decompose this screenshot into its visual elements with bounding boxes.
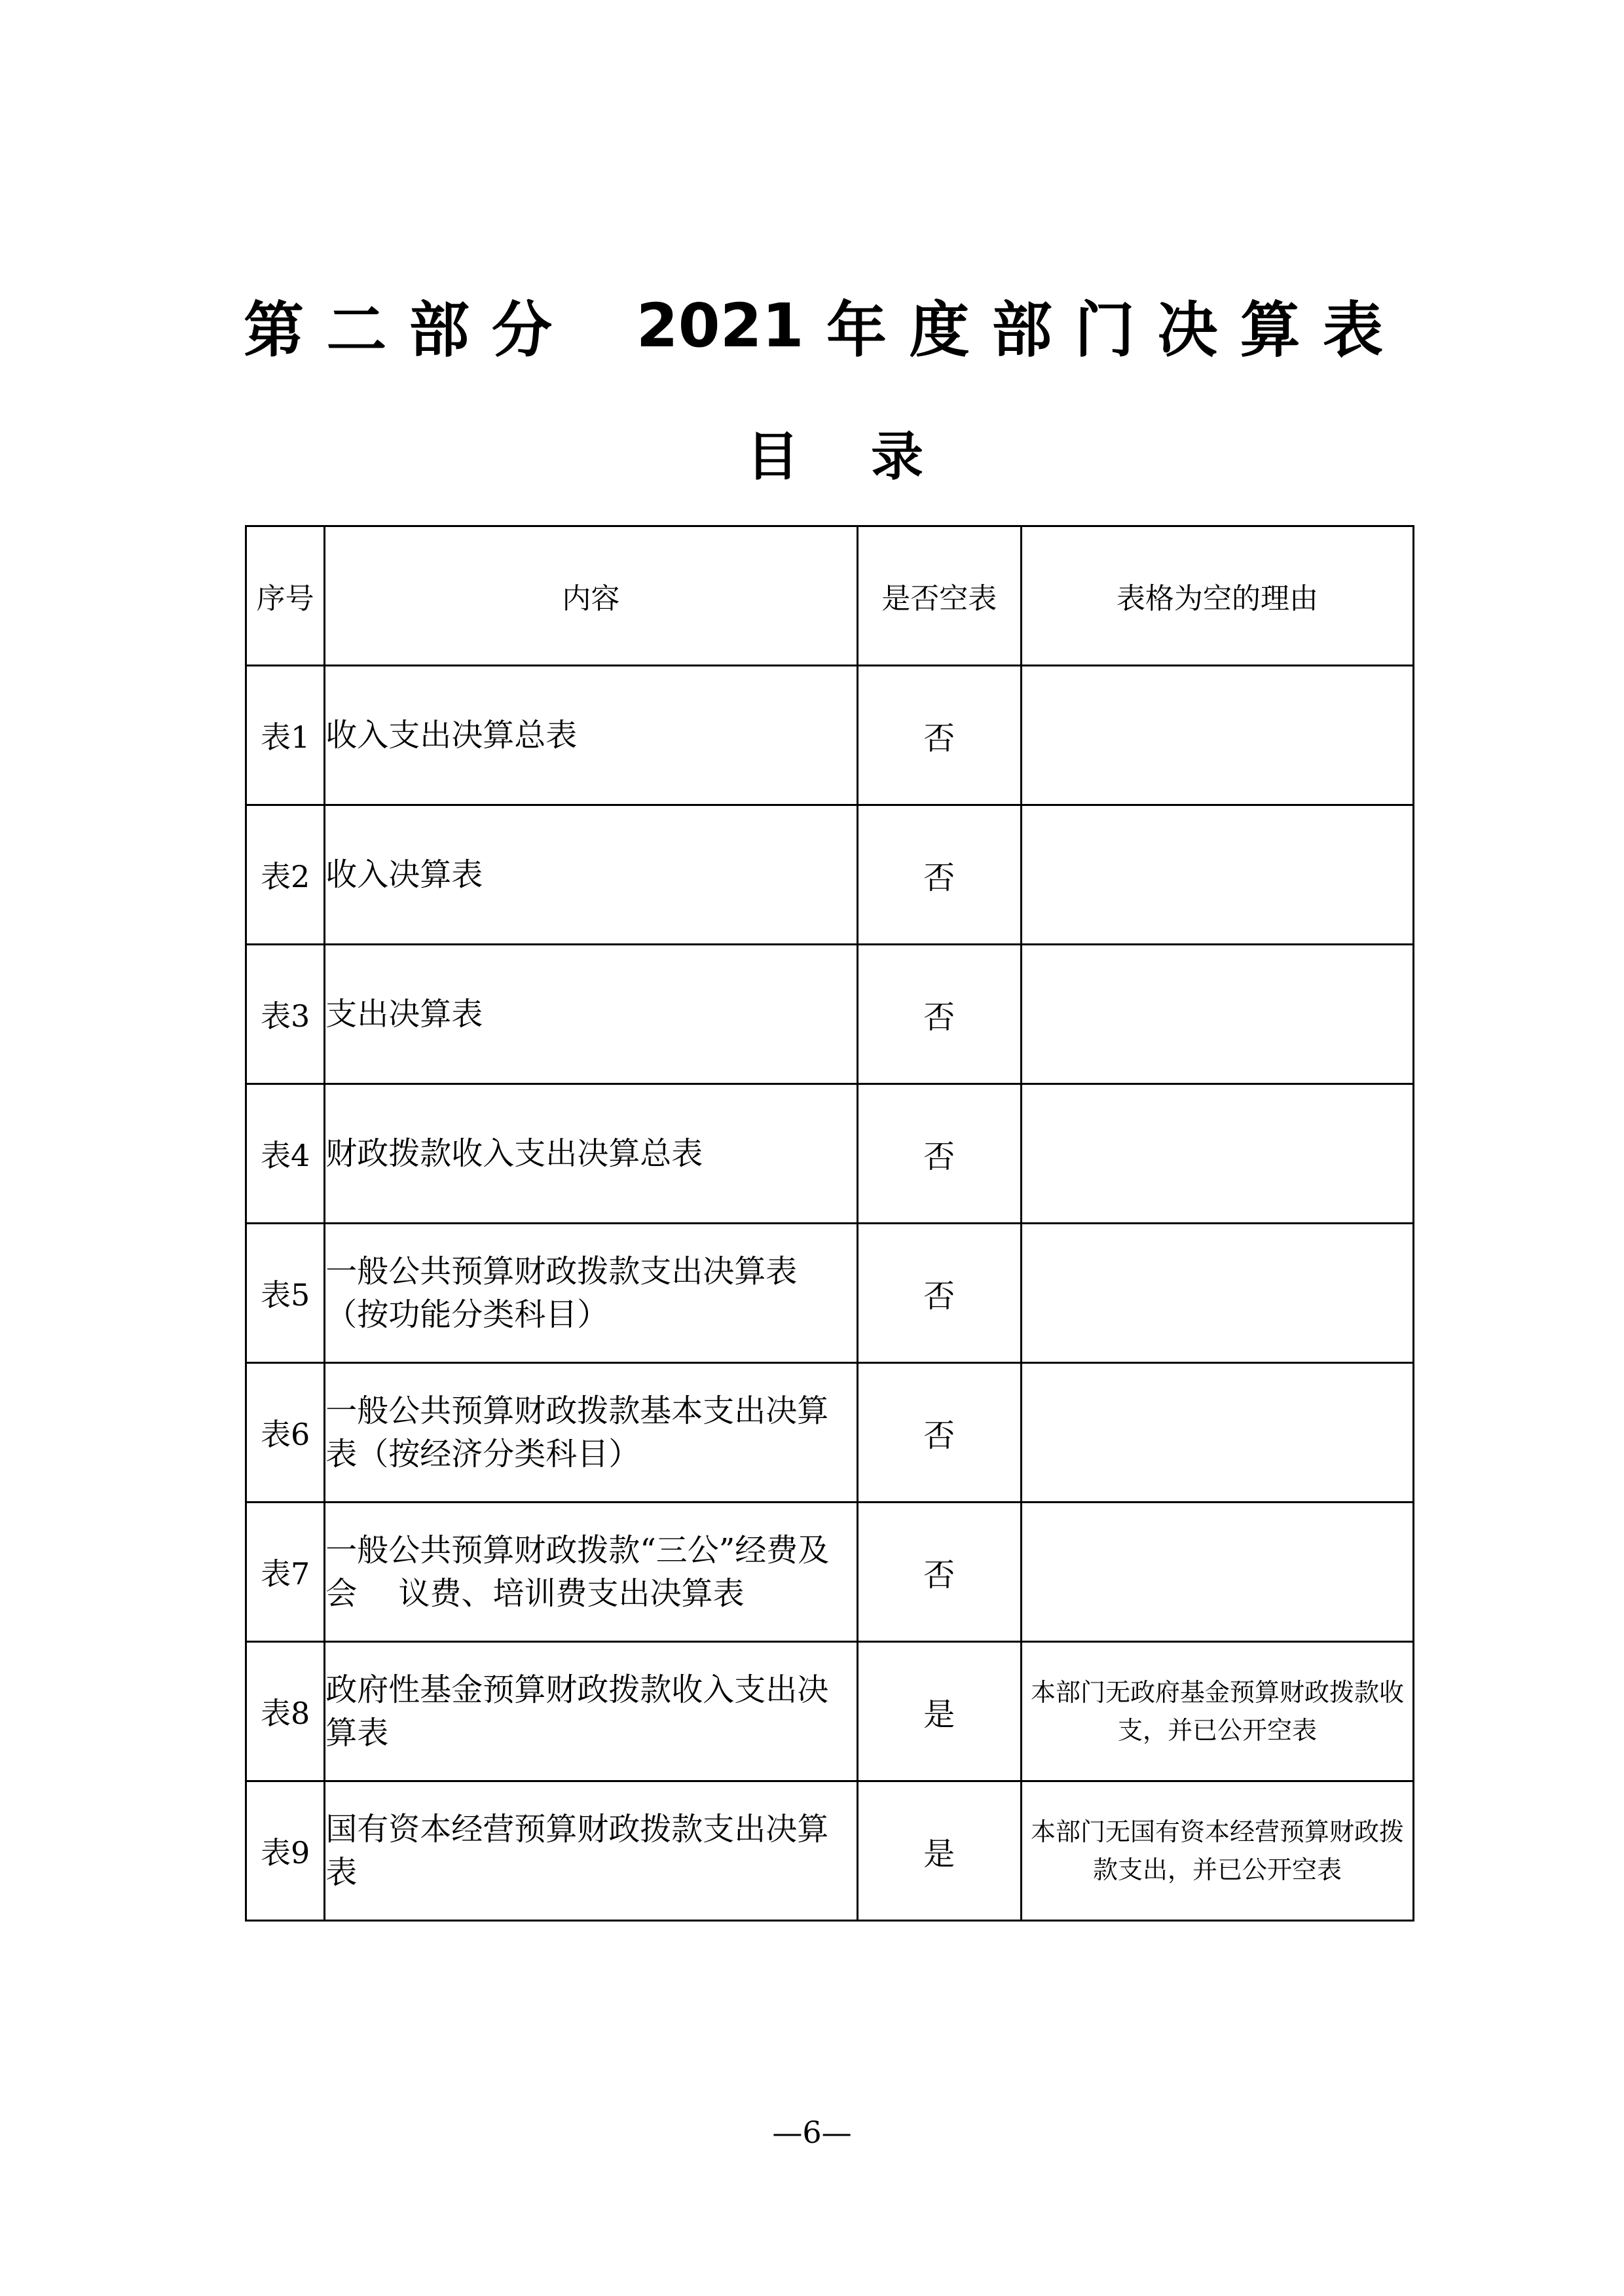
toc-heading-char: 目 [747,426,799,487]
row-is-empty: 否 [857,1224,1021,1363]
row-reason [1021,666,1413,805]
title-char: 分 [491,295,552,365]
header-content: 内容 [325,526,857,666]
row-is-empty: 否 [857,945,1021,1084]
row-reason [1021,1363,1413,1503]
row-seq: 表5 [246,1224,325,1363]
row-reason [1021,1084,1413,1224]
row-seq: 表7 [246,1503,325,1642]
row-reason [1021,805,1413,945]
row-seq: 表4 [246,1084,325,1224]
row-is-empty: 否 [857,805,1021,945]
row-seq: 表1 [246,666,325,805]
row-is-empty: 否 [857,1084,1021,1224]
title-char: 决 [1157,295,1218,365]
table-header-row [246,526,1414,666]
header-is-empty: 是否空表 [857,526,1021,666]
table-row [246,1084,1414,1224]
page-number: —6— [772,2115,852,2150]
page-title [244,283,1383,368]
row-content: 政府性基金预算财政拨款收入支出决算表 [325,1642,857,1781]
row-reason [1021,1503,1413,1642]
toc-heading [747,412,923,491]
row-is-empty: 否 [857,1363,1021,1503]
row-content: 财政拨款收入支出决算总表 [325,1084,857,1224]
table-row [246,805,1414,945]
title-char: 部 [991,295,1052,365]
title-char: 算 [1240,295,1301,365]
row-content: 收入支出决算总表 [325,666,857,805]
row-seq: 表2 [246,805,325,945]
table-row [246,1503,1414,1642]
title-char: 部 [409,295,470,365]
row-content: 国有资本经营预算财政拨款支出决算表 [325,1781,857,1921]
table-row [246,945,1414,1084]
table-row [246,1363,1414,1503]
row-reason: 本部门无政府基金预算财政拨款收支，并已公开空表 [1021,1642,1413,1781]
row-seq: 表3 [246,945,325,1084]
row-is-empty: 否 [857,666,1021,805]
row-seq: 表8 [246,1642,325,1781]
row-seq: 表6 [246,1363,325,1503]
table-row [246,1781,1414,1921]
row-content: 收入决算表 [325,805,857,945]
title-char: 度 [909,295,970,365]
title-char: 表 [1322,295,1383,365]
row-reason [1021,1224,1413,1363]
header-reason: 表格为空的理由 [1021,526,1413,666]
title-char: 二 [326,295,387,365]
row-reason: 本部门无国有资本经营预算财政拨款支出，并已公开空表 [1021,1781,1413,1921]
row-reason [1021,945,1413,1084]
row-seq: 表9 [246,1781,325,1921]
title-char: 第 [244,295,304,365]
row-content: 一般公共预算财政拨款支出决算表（按功能分类科目） [325,1224,857,1363]
table-row [246,666,1414,805]
title-char: 年 [826,295,887,365]
title-char: 门 [1074,295,1135,365]
row-content: 一般公共预算财政拨款“三公”经费及会 议费、培训费支出决算表 [325,1503,857,1642]
row-is-empty: 是 [857,1642,1021,1781]
row-content: 支出决算表 [325,945,857,1084]
toc-table [245,525,1414,1922]
table-row [246,1224,1414,1363]
title-year: 2021 [636,290,804,361]
table-row [246,1642,1414,1781]
row-is-empty: 否 [857,1503,1021,1642]
header-seq: 序号 [246,526,325,666]
row-is-empty: 是 [857,1781,1021,1921]
toc-heading-char: 录 [871,426,923,487]
row-content: 一般公共预算财政拨款基本支出决算表（按经济分类科目） [325,1363,857,1503]
